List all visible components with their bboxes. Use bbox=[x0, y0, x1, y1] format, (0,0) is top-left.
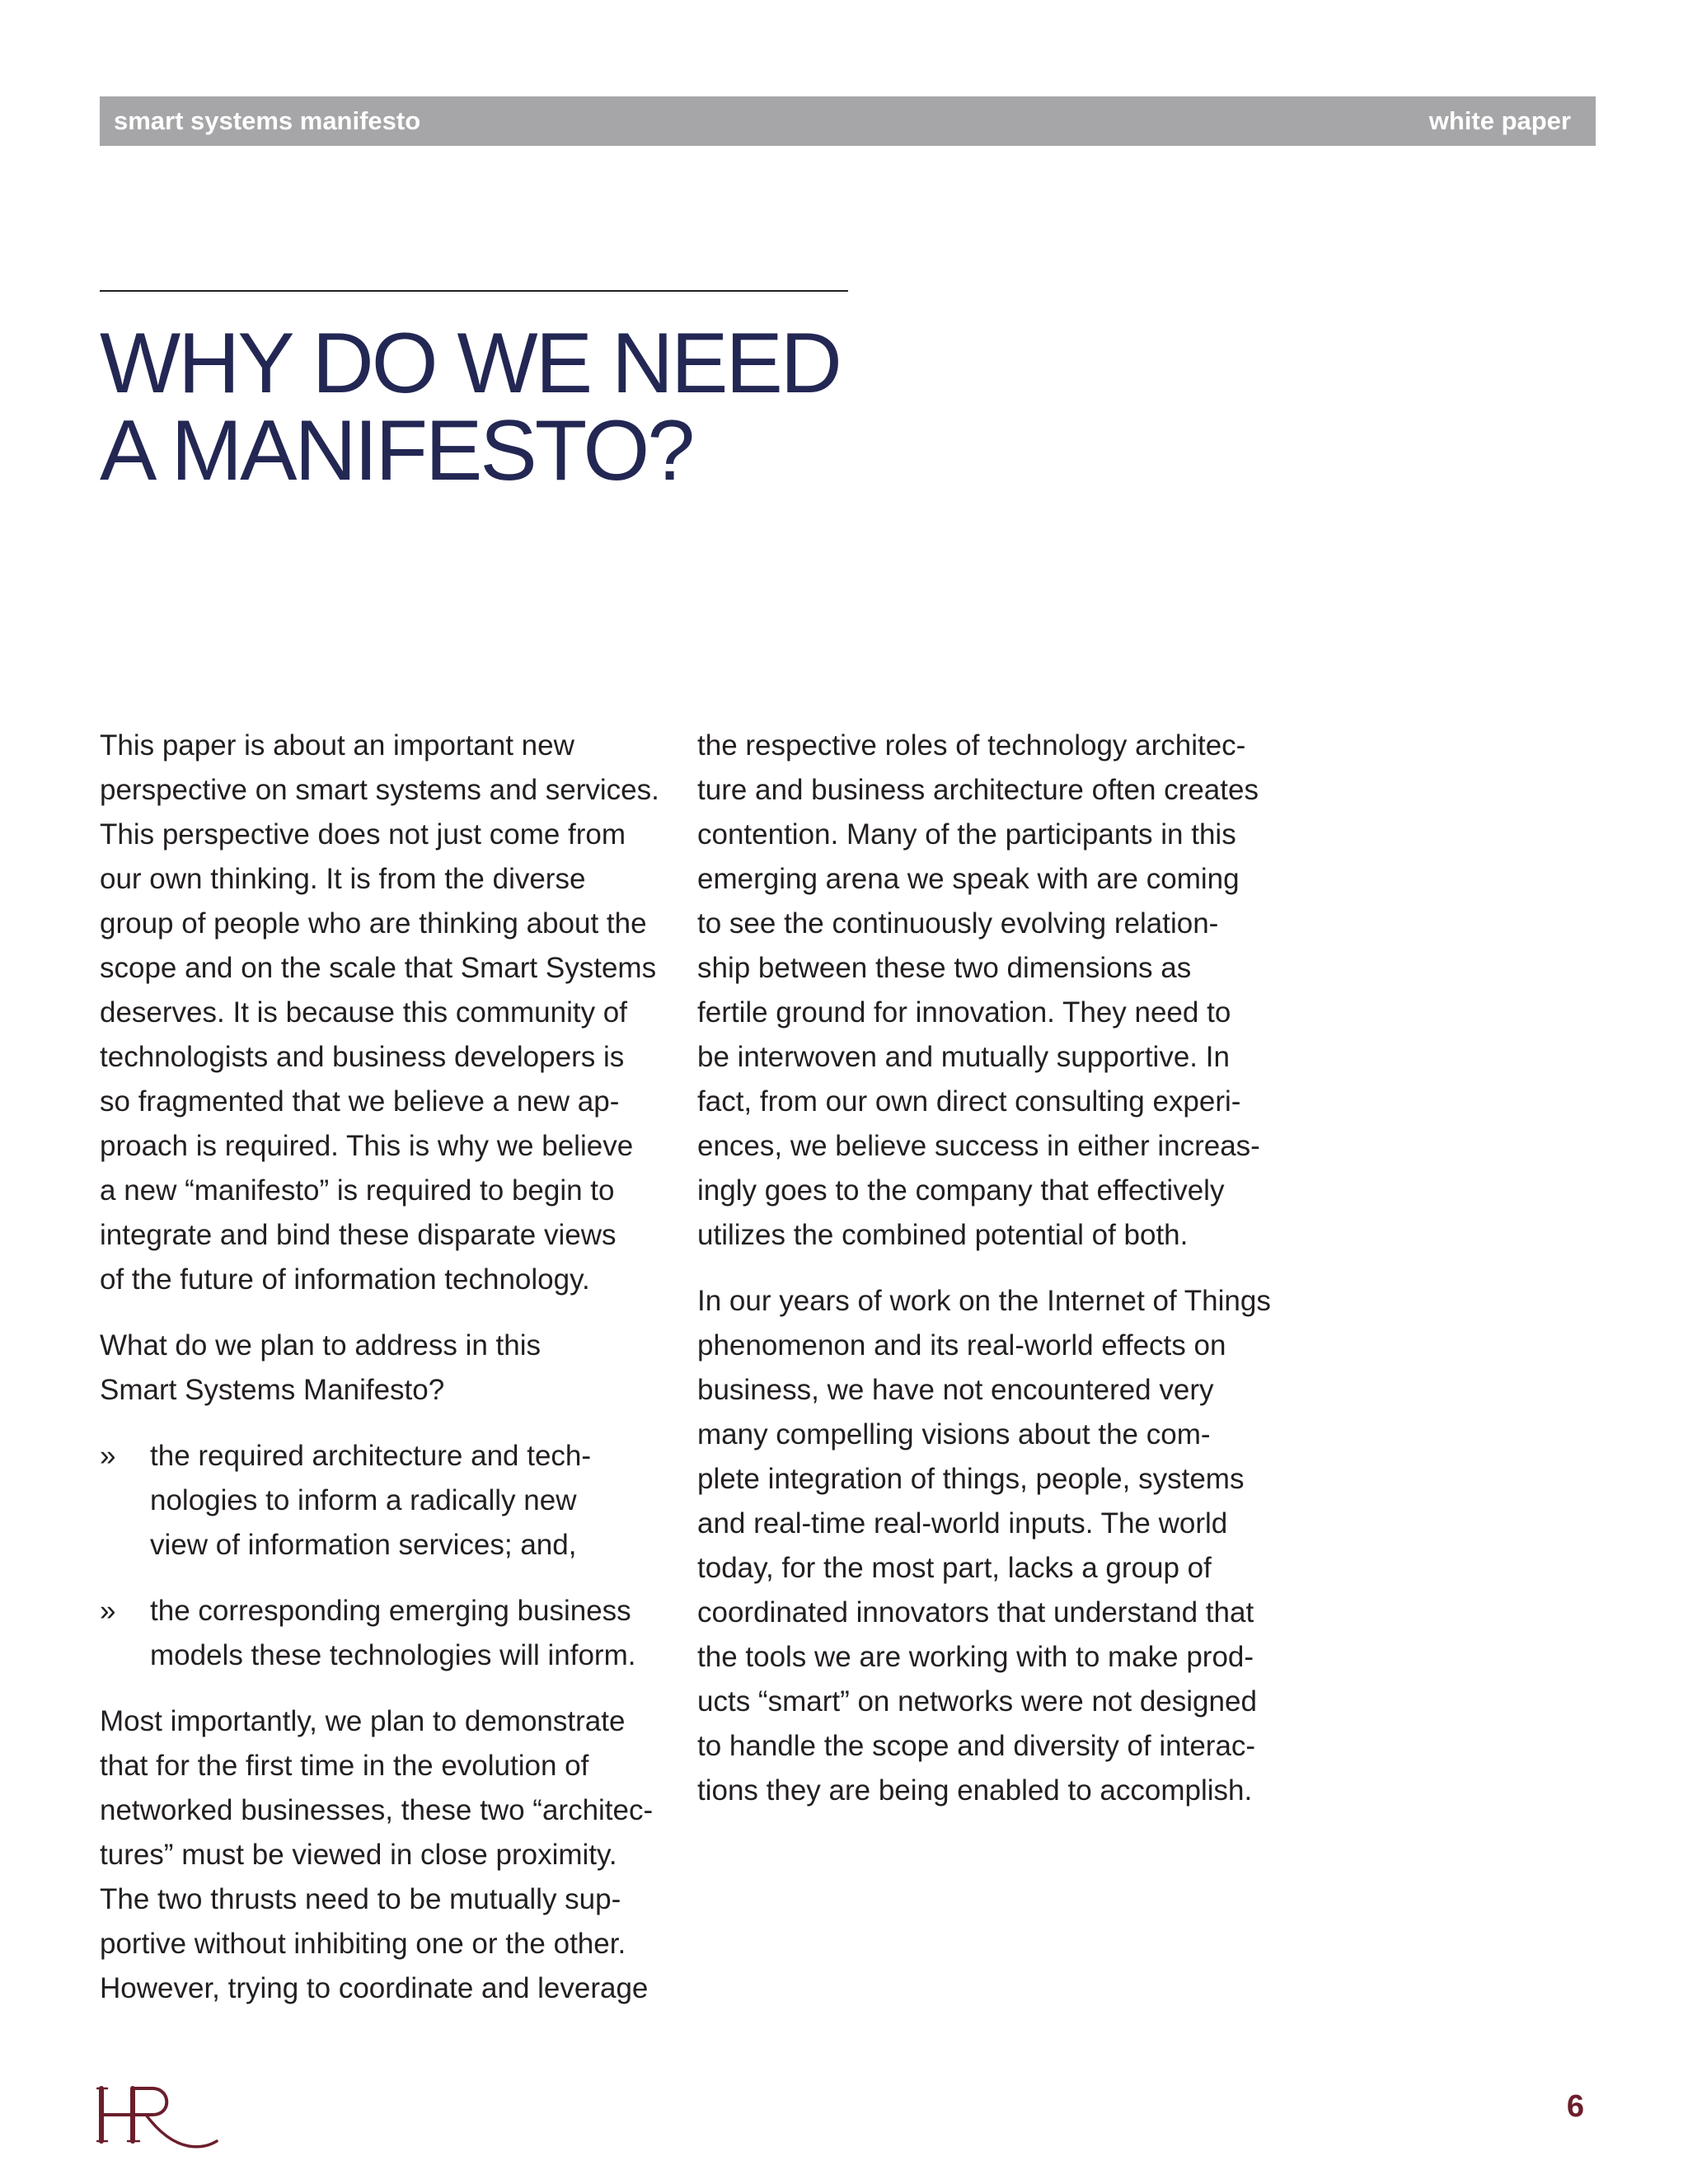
text-line: perspective on smart systems and services. bbox=[100, 774, 659, 806]
title-divider bbox=[100, 290, 848, 292]
page-title-line-2: A MANIFESTO? bbox=[100, 403, 693, 499]
text-line: view of information services; and, bbox=[150, 1529, 577, 1561]
text-line: nologies to inform a radically new bbox=[150, 1484, 577, 1516]
text-line: ture and business architecture often creates bbox=[697, 774, 1259, 806]
text-line: scope and on the scale that Smart Systems bbox=[100, 952, 657, 984]
text-line: coordinated innovators that understand that bbox=[697, 1596, 1254, 1629]
text-line: to see the continuously evolving relation- bbox=[697, 907, 1219, 940]
text-line: The two thrusts need to be mutually sup- bbox=[100, 1883, 621, 1915]
page-title bbox=[100, 316, 924, 499]
left-column bbox=[100, 724, 677, 2032]
header-left-label: smart systems manifesto bbox=[114, 106, 421, 135]
text-line: the respective roles of technology architec- bbox=[697, 729, 1246, 762]
paragraph bbox=[697, 1279, 1274, 1813]
page-number: 6 bbox=[1566, 2089, 1584, 2124]
paragraph bbox=[100, 724, 677, 1302]
text-line: utilizes the combined potential of both. bbox=[697, 1219, 1189, 1251]
right-column bbox=[697, 724, 1274, 1835]
paragraph bbox=[100, 1324, 677, 1413]
page-title-line-1: WHY DO WE NEED bbox=[100, 316, 840, 411]
header-bar bbox=[100, 96, 1596, 146]
text-line: fact, from our own direct consulting experi- bbox=[697, 1085, 1241, 1118]
text-line: the corresponding emerging business bbox=[150, 1595, 631, 1627]
text-line: of the future of information technology. bbox=[100, 1263, 590, 1296]
text-line: networked businesses, these two “architec- bbox=[100, 1794, 654, 1826]
text-line: and real-time real-world inputs. The world bbox=[697, 1507, 1228, 1540]
paragraph bbox=[100, 1699, 677, 2011]
text-line: many compelling visions about the com- bbox=[697, 1418, 1211, 1451]
bullet-marker-icon: » bbox=[100, 1595, 116, 1627]
text-line: ences, we believe success in either increas- bbox=[697, 1130, 1260, 1162]
text-line: This perspective does not just come from bbox=[100, 818, 626, 851]
text-line: emerging arena we speak with are coming bbox=[697, 863, 1240, 895]
text-line: contention. Many of the participants in this bbox=[697, 818, 1236, 851]
text-line: the tools we are working with to make prod- bbox=[697, 1641, 1254, 1673]
text-line: ingly goes to the company that effectively bbox=[697, 1174, 1225, 1207]
text-line: This paper is about an important new bbox=[100, 729, 574, 762]
text-line: today, for the most part, lacks a group of bbox=[697, 1552, 1212, 1584]
text-line: proach is required. This is why we believe bbox=[100, 1130, 634, 1162]
text-line: our own thinking. It is from the diverse bbox=[100, 863, 586, 895]
text-line: a new “manifesto” is required to begin to bbox=[100, 1174, 615, 1207]
text-line: fertile ground for innovation. They need to bbox=[697, 996, 1231, 1029]
bullet-item bbox=[100, 1434, 677, 1568]
text-line: models these technologies will inform. bbox=[150, 1639, 636, 1671]
text-line: Smart Systems Manifesto? bbox=[100, 1374, 445, 1406]
text-line: plete integration of things, people, systems bbox=[697, 1463, 1245, 1495]
text-line: so fragmented that we believe a new ap- bbox=[100, 1085, 620, 1118]
text-line: However, trying to coordinate and leverage bbox=[100, 1972, 649, 2004]
text-line: phenomenon and its real-world effects on bbox=[697, 1329, 1226, 1361]
text-line: portive without inhibiting one or the other. bbox=[100, 1928, 626, 1960]
text-line: that for the first time in the evolution of bbox=[100, 1750, 589, 1782]
hr-logo bbox=[96, 2080, 220, 2151]
header-right-label: white paper bbox=[1428, 106, 1571, 135]
text-line: tures” must be viewed in close proximity. bbox=[100, 1839, 617, 1871]
bullet-item bbox=[100, 1589, 677, 1678]
text-line: business, we have not encountered very bbox=[697, 1374, 1214, 1406]
bullet-marker-icon: » bbox=[100, 1440, 116, 1472]
text-line: technologists and business developers is bbox=[100, 1041, 625, 1073]
paragraph bbox=[697, 724, 1274, 1258]
text-line: integrate and bind these disparate views bbox=[100, 1219, 617, 1251]
text-line: In our years of work on the Internet of Things bbox=[697, 1285, 1271, 1317]
text-line: ship between these two dimensions as bbox=[697, 952, 1192, 984]
text-line: What do we plan to address in this bbox=[100, 1329, 542, 1361]
text-line: group of people who are thinking about the bbox=[100, 907, 647, 940]
text-line: the required architecture and tech- bbox=[150, 1440, 592, 1472]
text-line: deserves. It is because this community of bbox=[100, 996, 627, 1029]
text-line: be interwoven and mutually supportive. In bbox=[697, 1041, 1230, 1073]
text-line: Most importantly, we plan to demonstrate bbox=[100, 1705, 626, 1737]
text-line: ucts “smart” on networks were not designed bbox=[697, 1685, 1257, 1718]
text-line: to handle the scope and diversity of interac- bbox=[697, 1730, 1256, 1762]
text-line: tions they are being enabled to accomplish. bbox=[697, 1774, 1253, 1807]
